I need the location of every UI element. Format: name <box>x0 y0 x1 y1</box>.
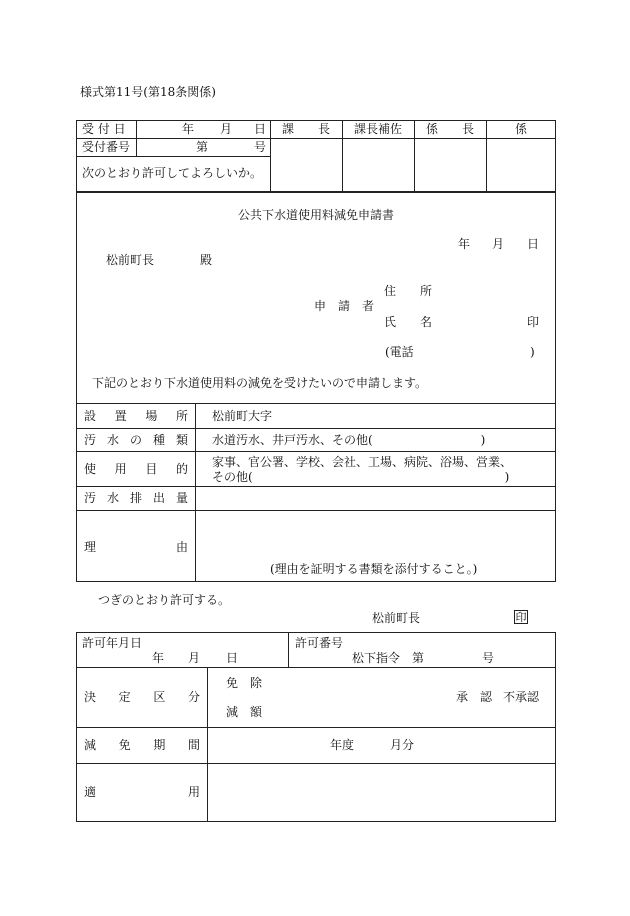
application-date-year: 年 <box>458 237 471 251</box>
permit-date-year: 年 <box>152 651 165 665</box>
divider <box>76 156 270 157</box>
form-number: 様式第11号(第18条関係) <box>80 85 216 99</box>
decision-disapprove: 不承認 <box>503 690 540 704</box>
header-staff: 係 <box>514 122 527 136</box>
divider <box>136 120 137 156</box>
header-section-chief: 課 長 <box>281 122 330 136</box>
permit-date-label: 許可年月日 <box>82 636 143 650</box>
row-label-reason: 理 由 <box>84 540 188 554</box>
period-label: 減 免 期 間 <box>84 738 200 752</box>
decision-approve: 承 認 <box>456 690 493 704</box>
addressee: 松前町長 <box>106 253 155 267</box>
divider <box>76 428 556 429</box>
period-value: 年度 月分 <box>330 738 415 752</box>
divider <box>207 667 208 822</box>
received-date-day: 日 <box>254 122 267 136</box>
usage-purpose-other: その他( ) <box>212 470 510 484</box>
applicant-label: 申 請 者 <box>314 299 375 313</box>
divider <box>76 763 556 764</box>
received-date-year: 年 <box>182 122 195 136</box>
received-number-label: 受付番号 <box>82 140 131 154</box>
applicant-seal: 印 <box>527 315 540 329</box>
reason-note: (理由を証明する書類を添付すること。) <box>270 562 478 576</box>
divider <box>76 510 556 511</box>
permit-number-label: 許可番号 <box>295 636 344 650</box>
honorific: 殿 <box>200 253 213 267</box>
received-date-label: 受 付 日 <box>82 122 126 136</box>
divider <box>76 727 556 728</box>
decision-label: 決 定 区 分 <box>84 690 200 704</box>
divider <box>195 403 196 582</box>
application-date-month: 月 <box>492 237 505 251</box>
application-title: 公共下水道使用料減免申請書 <box>237 208 394 222</box>
sewage-type-value: 水道汚水、井戸汚水、その他( ) <box>212 433 486 447</box>
permit-date-month: 月 <box>188 651 201 665</box>
row-label-sewage-type: 汚 水 の 種 類 <box>84 433 188 447</box>
name-label: 氏 名 <box>384 315 433 329</box>
header-assistant-chief: 課長補佐 <box>353 122 402 136</box>
remarks-label: 適 用 <box>84 785 200 799</box>
received-date-month: 月 <box>220 122 233 136</box>
application-date-day: 日 <box>527 237 540 251</box>
permit-seal-stamp: 印 <box>515 611 527 624</box>
permit-statement: つぎのとおり許可する。 <box>98 593 231 607</box>
divider <box>288 632 289 667</box>
row-label-discharge-amount: 汚 水 排 出 量 <box>84 491 188 505</box>
permit-number-dai: 第 <box>412 651 425 665</box>
phone-label: (電話 <box>385 345 414 359</box>
row-label-installation-location: 設 置 場 所 <box>84 409 188 423</box>
divider <box>76 667 556 668</box>
decision-reduce: 減 額 <box>226 705 263 719</box>
received-number-dai: 第 <box>196 140 209 154</box>
permit-number-go: 号 <box>482 651 495 665</box>
permit-mayor: 松前町長 <box>372 611 421 625</box>
installation-location-value: 松前町大字 <box>212 409 273 423</box>
received-number-go: 号 <box>254 140 267 154</box>
address-label: 住 所 <box>384 284 433 298</box>
header-subsection-chief: 係 長 <box>425 122 474 136</box>
application-statement: 下記のとおり下水道使用料の減免を受けたいので申請します。 <box>92 376 428 390</box>
phone-close: ) <box>530 345 535 359</box>
permit-date-day: 日 <box>226 651 239 665</box>
divider <box>76 138 556 139</box>
permit-number-prefix: 松下指令 <box>352 651 401 665</box>
decision-exempt: 免 除 <box>226 676 263 690</box>
usage-purpose-value: 家事、官公署、学校、会社、工場、病院、浴場、営業、 <box>212 455 513 469</box>
divider <box>76 403 556 404</box>
row-label-usage-purpose: 使 用 目 的 <box>84 462 188 476</box>
approval-question: 次のとおり許可してよろしいか。 <box>82 166 263 180</box>
divider <box>76 451 556 452</box>
divider <box>76 486 556 487</box>
